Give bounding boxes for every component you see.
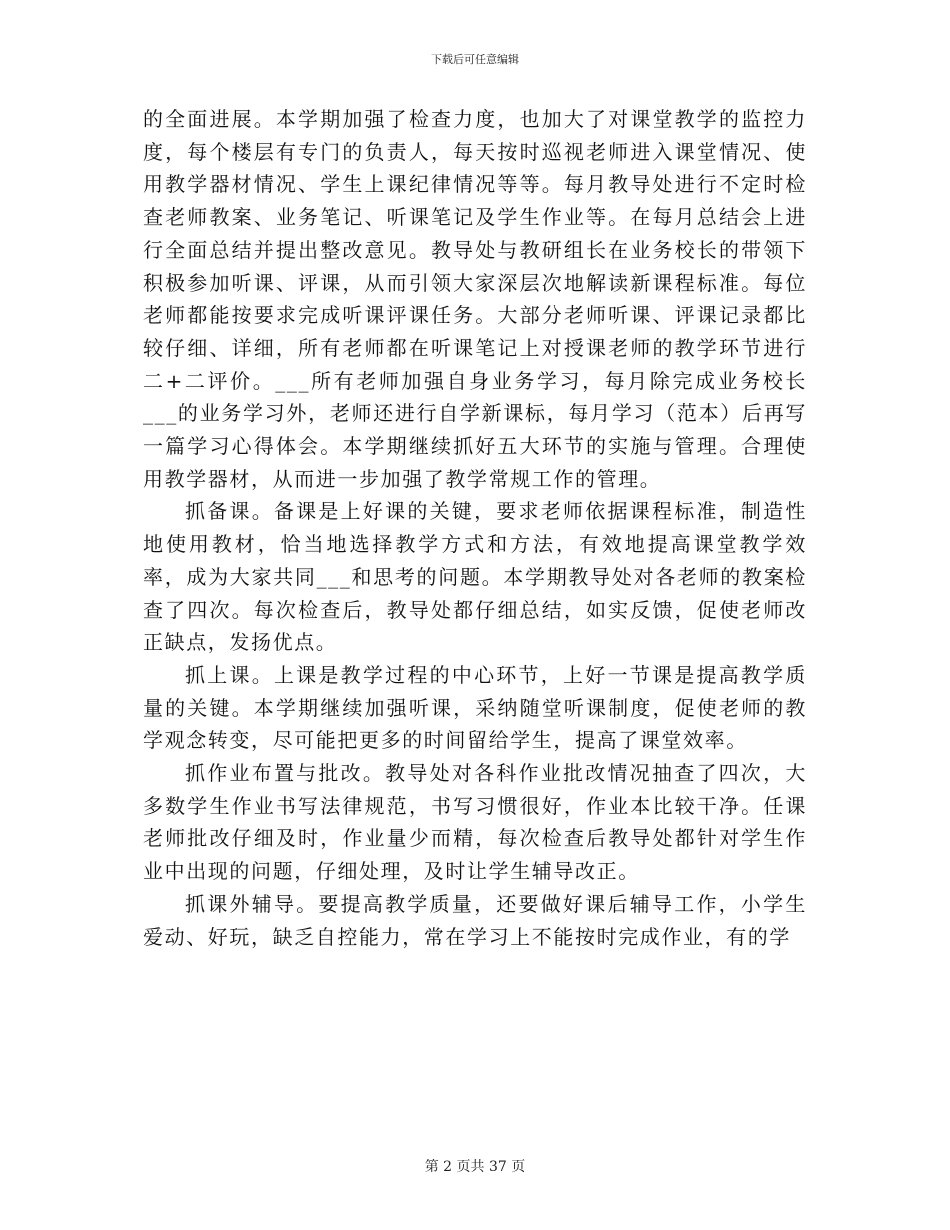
page-footer: 第 2 页共 37 页 xyxy=(424,1159,526,1175)
paragraph-3: 抓上课。上课是教学过程的中心环节，上好一节课是提高教学质量的关键。本学期继续加强听课，采纳随堂听课制度，促使老师的教学观念转变，尽可能把更多的时间留给学生，提高了课堂效率。 xyxy=(143,662,807,753)
paragraph-4: 抓作业布置与批改。教导处对各科作业批改情况抽查了四次，大多数学生作业书写法律规范，书写习惯很好，作业本比较干净。任课老师批改仔细及时，作业量少而精，每次检查后教导处都针对学生作业中出现的问题，仔细处理，及时让学生辅导改正。 xyxy=(143,761,807,884)
document-body xyxy=(143,103,807,953)
page-header: 下载后可任意编辑 xyxy=(431,53,519,66)
paragraph-2: 抓备课。备课是上好课的关键，要求老师依据课程标准，制造性地使用教材，恰当地选择教学方式和方法，有效地提高课堂教学效率，成为大家共同___和思考的问题。本学期教导处对各老师的教案检查了四次。每次检查后，教导处都仔细总结，如实反馈，促使老师改正缺点，发扬优点。 xyxy=(143,499,807,655)
paragraph-5: 抓课外辅导。要提高教学质量，还要做好课后辅导工作，小学生爱动、好玩，缺乏自控能力，常在学习上不能按时完成作业，有的学 xyxy=(143,891,807,949)
paragraph-1: 的全面进展。本学期加强了检查力度，也加大了对课堂教学的监控力度，每个楼层有专门的负责人，每天按时巡视老师进入课堂情况、使用教学器材情况、学生上课纪律情况等等。每月教导处进行不定时检查老师教案、业务笔记、听课笔记及学生作业等。在每月总结会上进行全面总结并提出整改意见。教导处与教研组长在业务校长的带领下积极参加听课、评课，从而引领大家深层次地解读新课程标准。每位老师都能按要求完成听课评课任务。大部分老师听课、评课记录都比较仔细、详细，所有老师都在听课笔记上对授课老师的教学环节进行二+二评价。___所有老师加强自身业务学习，每月除完成业务校长___的业务学习外，老师还进行自学新课标，每月学习（范本）后再写一篇学习心得体会。本学期继续抓好五大环节的实施与管理。合理使用教学器材，从而进一步加强了教学常规工作的管理。 xyxy=(143,107,807,491)
